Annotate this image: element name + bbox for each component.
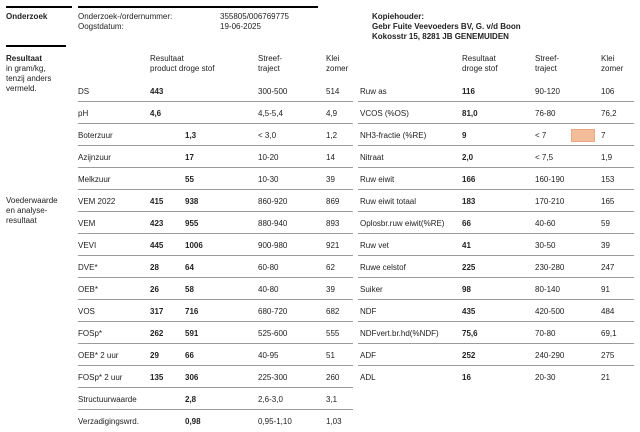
row-product-value: 28 bbox=[150, 263, 159, 272]
row-clay-value: 869 bbox=[326, 197, 340, 206]
row-ds-value: 252 bbox=[462, 351, 476, 360]
table-row bbox=[78, 410, 353, 432]
top-rule-right bbox=[78, 6, 318, 8]
table-row bbox=[78, 102, 353, 124]
table-row bbox=[358, 234, 634, 256]
table-row bbox=[358, 278, 634, 300]
row-target: 30-50 bbox=[535, 241, 556, 250]
row-target: 525-600 bbox=[258, 329, 288, 338]
row-clay-value: 1,9 bbox=[601, 153, 613, 162]
row-label: pH bbox=[78, 109, 89, 118]
row-label: ADL bbox=[360, 373, 376, 382]
row-ds-value: 716 bbox=[185, 307, 199, 316]
row-label: DVE* bbox=[78, 263, 98, 272]
row-target: 80-140 bbox=[535, 285, 560, 294]
row-clay-value: 4,9 bbox=[326, 109, 338, 118]
row-ds-value: 166 bbox=[462, 175, 476, 184]
date-value: 19-06-2025 bbox=[220, 22, 261, 31]
table-row bbox=[78, 146, 353, 168]
row-target: 680-720 bbox=[258, 307, 288, 316]
table-row bbox=[78, 212, 353, 234]
row-ds-value: 0,98 bbox=[185, 417, 201, 426]
row-label: VCOS (%OS) bbox=[360, 109, 409, 118]
row-clay-value: 555 bbox=[326, 329, 340, 338]
row-clay-value: 62 bbox=[326, 263, 335, 272]
row-clay-value: 514 bbox=[326, 87, 340, 96]
row-ds-value: 64 bbox=[185, 263, 194, 272]
row-clay-value: 484 bbox=[601, 307, 615, 316]
row-label: Melkzuur bbox=[78, 175, 111, 184]
row-label: Oplosbr.ruw eiwit(%RE) bbox=[360, 219, 445, 228]
row-ds-value: 306 bbox=[185, 373, 199, 382]
row-product-value: 317 bbox=[150, 307, 164, 316]
right-header-ds-1: Resultaat bbox=[462, 54, 496, 63]
row-ds-value: 66 bbox=[462, 219, 471, 228]
row-product-value: 262 bbox=[150, 329, 164, 338]
row-ds-value: 1,3 bbox=[185, 131, 197, 140]
row-target: 10-20 bbox=[258, 153, 279, 162]
row-product-value: 26 bbox=[150, 285, 159, 294]
row-clay-value: 893 bbox=[326, 219, 340, 228]
copyholder-label: Kopiehouder: bbox=[372, 12, 424, 21]
resultaat-line: tenzij anders bbox=[6, 74, 52, 83]
left-header-target-2: traject bbox=[258, 64, 280, 73]
copyholder-address: Kokosstr 15, 8281 JB GENEMUIDEN bbox=[372, 32, 509, 41]
table-row bbox=[358, 124, 634, 146]
right-header-clay-2: zomer bbox=[601, 64, 624, 73]
left-header-clay-2: zomer bbox=[326, 64, 349, 73]
row-clay-value: 76,2 bbox=[601, 109, 617, 118]
row-label: Structuurwaarde bbox=[78, 395, 137, 404]
row-target: 420-500 bbox=[535, 307, 565, 316]
row-clay-value: 39 bbox=[601, 241, 610, 250]
row-clay-value: 921 bbox=[326, 241, 340, 250]
row-ds-value: 435 bbox=[462, 307, 476, 316]
resultaat-line: vermeld. bbox=[6, 84, 37, 93]
row-label: NDF bbox=[360, 307, 377, 316]
top-rule-left bbox=[6, 6, 72, 8]
copyholder-name: Gebr Fuite Veevoeders BV, G. v/d Boon bbox=[372, 22, 521, 31]
voeder-line: resultaat bbox=[6, 216, 37, 225]
row-label: NDFvert.br.hd(%NDF) bbox=[360, 329, 439, 338]
date-label: Oogstdatum: bbox=[78, 22, 124, 31]
row-target: 0,95-1,10 bbox=[258, 417, 292, 426]
row-label: Ruw as bbox=[360, 87, 387, 96]
row-product-value: 423 bbox=[150, 219, 164, 228]
row-target: 160-190 bbox=[535, 175, 565, 184]
row-target: 300-500 bbox=[258, 87, 288, 96]
table-row bbox=[358, 322, 634, 344]
row-product-value: 443 bbox=[150, 87, 164, 96]
row-product-value: 4,6 bbox=[150, 109, 162, 118]
row-label: FOSp* bbox=[78, 329, 103, 338]
row-ds-value: 955 bbox=[185, 219, 199, 228]
row-label: Ruw vet bbox=[360, 241, 389, 250]
row-product-value: 29 bbox=[150, 351, 159, 360]
row-label: Azijnzuur bbox=[78, 153, 111, 162]
table-row bbox=[358, 80, 634, 102]
row-label: Ruw eiwit totaal bbox=[360, 197, 417, 206]
row-ds-value: 66 bbox=[185, 351, 194, 360]
right-header-ds-2: droge stof bbox=[462, 64, 498, 73]
table-row bbox=[358, 344, 634, 366]
table-row bbox=[358, 168, 634, 190]
row-target: 40-95 bbox=[258, 351, 279, 360]
row-clay-value: 59 bbox=[601, 219, 610, 228]
row-target: 76-80 bbox=[535, 109, 556, 118]
row-clay-value: 247 bbox=[601, 263, 615, 272]
row-target: 880-940 bbox=[258, 219, 288, 228]
row-clay-value: 91 bbox=[601, 285, 610, 294]
row-label: OEB* bbox=[78, 285, 99, 294]
row-target: 860-920 bbox=[258, 197, 288, 206]
right-header-target-1: Streef- bbox=[535, 54, 560, 63]
resultaat-rule bbox=[6, 45, 66, 47]
order-label: Onderzoek-/ordernummer: bbox=[78, 12, 173, 21]
row-label: DS bbox=[78, 87, 90, 96]
row-clay-value: 682 bbox=[326, 307, 340, 316]
row-ds-value: 58 bbox=[185, 285, 194, 294]
row-label: ADF bbox=[360, 351, 376, 360]
table-row bbox=[78, 80, 353, 102]
row-ds-value: 2,8 bbox=[185, 395, 197, 404]
row-target: 60-80 bbox=[258, 263, 279, 272]
row-label: Suiker bbox=[360, 285, 383, 294]
table-row bbox=[78, 256, 353, 278]
row-label: VEM bbox=[78, 219, 96, 228]
row-target: 70-80 bbox=[535, 329, 556, 338]
row-clay-value: 153 bbox=[601, 175, 615, 184]
table-row bbox=[78, 168, 353, 190]
table-row bbox=[78, 322, 353, 344]
row-ds-value: 75,6 bbox=[462, 329, 478, 338]
right-header-clay-1: Klei bbox=[601, 54, 615, 63]
row-ds-value: 81,0 bbox=[462, 109, 478, 118]
row-ds-value: 225 bbox=[462, 263, 476, 272]
row-product-value: 135 bbox=[150, 373, 164, 382]
row-target: 90-120 bbox=[535, 87, 560, 96]
row-target: 4,5-5,4 bbox=[258, 109, 283, 118]
row-target: 10-30 bbox=[258, 175, 279, 184]
row-ds-value: 116 bbox=[462, 87, 475, 96]
voeder-line: en analyse- bbox=[6, 206, 48, 215]
row-clay-value: 39 bbox=[326, 285, 335, 294]
row-label: Ruw eiwit bbox=[360, 175, 395, 184]
row-clay-value: 106 bbox=[601, 87, 615, 96]
row-label: VOS bbox=[78, 307, 95, 316]
table-row bbox=[78, 124, 353, 146]
table-row bbox=[358, 366, 634, 388]
row-ds-value: 41 bbox=[462, 241, 471, 250]
row-label: OEB* 2 uur bbox=[78, 351, 119, 360]
right-header-target-2: traject bbox=[535, 64, 557, 73]
row-label: Ruwe celstof bbox=[360, 263, 406, 272]
resultaat-line: in gram/kg, bbox=[6, 64, 46, 73]
row-clay-value: 165 bbox=[601, 197, 615, 206]
left-header-product-1: Resultaat bbox=[150, 54, 184, 63]
row-ds-value: 938 bbox=[185, 197, 199, 206]
row-ds-value: 98 bbox=[462, 285, 471, 294]
row-target: < 7 bbox=[535, 131, 547, 140]
row-clay-value: 1,03 bbox=[326, 417, 342, 426]
row-label: VEVI bbox=[78, 241, 97, 250]
row-ds-value: 1006 bbox=[185, 241, 203, 250]
resultaat-title: Resultaat bbox=[6, 54, 43, 63]
row-target: 20-30 bbox=[535, 373, 556, 382]
row-target: < 3,0 bbox=[258, 131, 277, 140]
row-ds-value: 2,0 bbox=[462, 153, 474, 162]
row-ds-value: 183 bbox=[462, 197, 476, 206]
row-target: 170-210 bbox=[535, 197, 565, 206]
table-row bbox=[358, 300, 634, 322]
row-clay-value: 14 bbox=[326, 153, 335, 162]
table-row bbox=[358, 256, 634, 278]
table-row bbox=[358, 102, 634, 124]
row-label: NH3-fractie (%RE) bbox=[360, 131, 427, 140]
row-label: FOSp* 2 uur bbox=[78, 373, 123, 382]
table-row bbox=[358, 146, 634, 168]
table-row bbox=[358, 190, 634, 212]
left-header-product-2: product droge stof bbox=[150, 64, 215, 73]
row-clay-value: 3,1 bbox=[326, 395, 338, 404]
row-product-value: 445 bbox=[150, 241, 164, 250]
row-target: 240-290 bbox=[535, 351, 565, 360]
row-product-value: 415 bbox=[150, 197, 164, 206]
row-label: Nitraat bbox=[360, 153, 384, 162]
row-ds-value: 591 bbox=[185, 329, 199, 338]
row-label: Boterzuur bbox=[78, 131, 113, 140]
row-target: 225-300 bbox=[258, 373, 288, 382]
row-ds-value: 9 bbox=[462, 131, 467, 140]
left-header-target-1: Streef- bbox=[258, 54, 283, 63]
row-clay-value: 260 bbox=[326, 373, 340, 382]
left-header-clay-1: Klei bbox=[326, 54, 340, 63]
row-clay-value: 69,1 bbox=[601, 329, 617, 338]
row-clay-value: 7 bbox=[601, 131, 606, 140]
order-value: 355805/006769775 bbox=[220, 12, 289, 21]
row-clay-value: 39 bbox=[326, 175, 335, 184]
table-row bbox=[78, 278, 353, 300]
row-target: 40-60 bbox=[535, 219, 556, 228]
table-row bbox=[358, 212, 634, 234]
out-of-range-marker bbox=[571, 129, 595, 142]
row-ds-value: 55 bbox=[185, 175, 194, 184]
row-target: 40-80 bbox=[258, 285, 279, 294]
row-clay-value: 51 bbox=[326, 351, 335, 360]
onderzoek-label: Onderzoek bbox=[6, 12, 48, 21]
row-target: 900-980 bbox=[258, 241, 288, 250]
row-clay-value: 275 bbox=[601, 351, 615, 360]
table-row bbox=[78, 344, 353, 366]
row-clay-value: 1,2 bbox=[326, 131, 338, 140]
table-row bbox=[78, 388, 353, 410]
row-ds-value: 17 bbox=[185, 153, 194, 162]
row-target: 2,6-3,0 bbox=[258, 395, 283, 404]
table-row bbox=[78, 366, 353, 388]
row-target: 230-280 bbox=[535, 263, 565, 272]
table-row bbox=[78, 190, 353, 212]
table-row bbox=[78, 234, 353, 256]
row-label: VEM 2022 bbox=[78, 197, 116, 206]
row-label: Verzadigingswrd. bbox=[78, 417, 139, 426]
table-row bbox=[78, 300, 353, 322]
row-target: < 7,5 bbox=[535, 153, 554, 162]
voeder-line: Voederwaarde bbox=[6, 196, 58, 205]
row-clay-value: 21 bbox=[601, 373, 610, 382]
row-ds-value: 16 bbox=[462, 373, 471, 382]
